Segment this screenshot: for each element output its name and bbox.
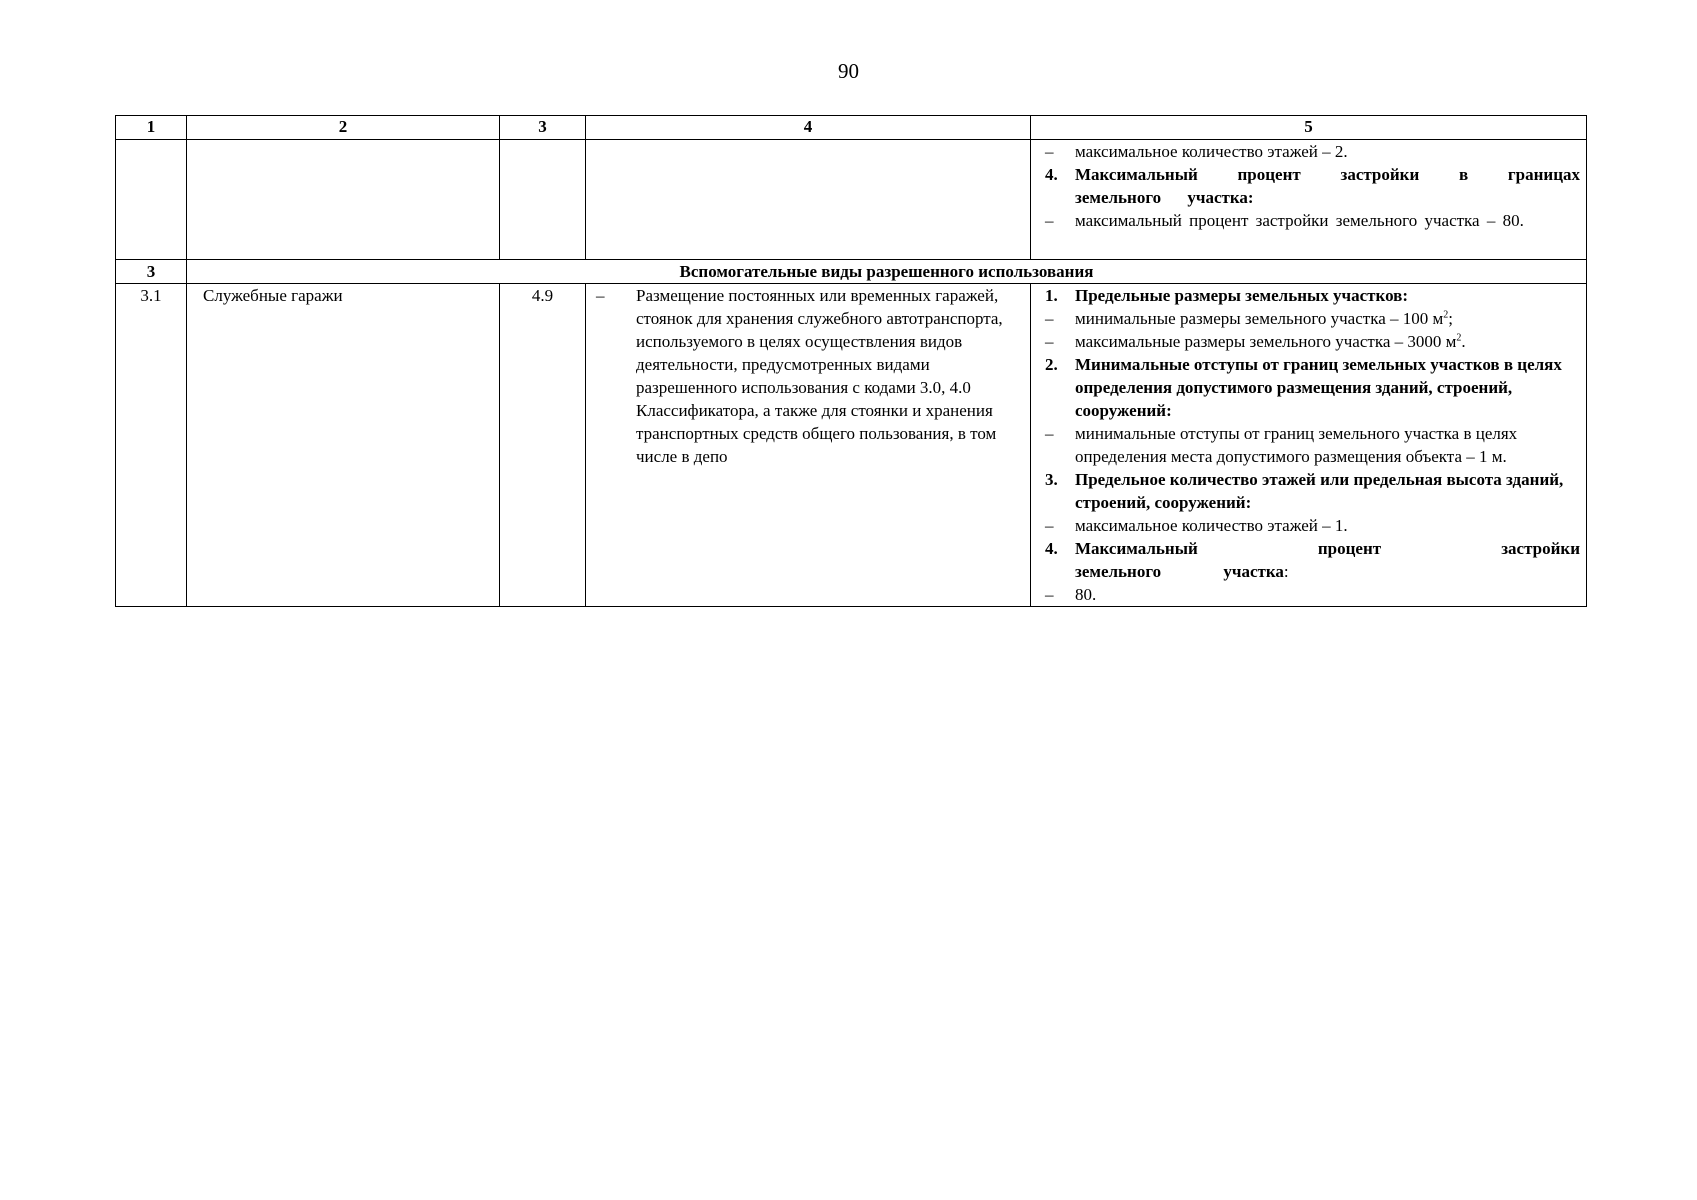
number-marker: 4.	[1045, 165, 1058, 184]
continuation-col-2	[187, 140, 500, 260]
table-row	[116, 284, 1587, 607]
number-marker: 2.	[1045, 355, 1058, 374]
row-name: Служебные гаражи	[187, 284, 500, 607]
row-parameters	[1031, 284, 1587, 607]
max-area-text: максимальные размеры земельного участка – 3000 м	[1075, 332, 1457, 351]
row-code: 3.1	[116, 284, 187, 607]
section-title: Вспомогательные виды разрешенного использования	[187, 260, 1587, 284]
list-item-text	[1075, 307, 1580, 330]
dash-marker: –	[1045, 585, 1054, 604]
continuation-row	[116, 140, 1587, 260]
number-marker: 1.	[1045, 286, 1058, 305]
header-row	[116, 116, 1587, 140]
list-item	[1045, 422, 1580, 468]
description-text: Размещение постоянных или временных гаражей, стоянок для хранения служебного автотранспорта, используемого в целях осуществления видов деятельности, предусмотренных видами разрешенного использования с кодами 3.0, 4.0 Классификатора, а также для стоянки и хранения транспортных средств общего пользования, в том числе в депо	[636, 286, 1003, 466]
row-classifier-code: 4.9	[500, 284, 586, 607]
punctuation: :	[1283, 562, 1289, 581]
dash-marker: –	[1045, 211, 1054, 230]
section-row	[116, 260, 1587, 284]
continuation-col-1	[116, 140, 187, 260]
list-item-heading	[1075, 537, 1580, 583]
header-col-4: 4	[586, 116, 1031, 140]
punctuation: ;	[1448, 309, 1453, 328]
list-item-heading: Предельное количество этажей или предельная высота зданий, строений, сооружений:	[1075, 470, 1564, 512]
dash-marker: –	[1045, 424, 1054, 443]
header-col-3: 3	[500, 116, 586, 140]
header-col-2: 2	[187, 116, 500, 140]
list-item	[1045, 209, 1580, 232]
number-marker: 3.	[1045, 470, 1058, 489]
list-item	[1045, 163, 1580, 209]
description-item	[592, 284, 1024, 468]
number-marker: 4.	[1045, 539, 1058, 558]
list-item-heading: Минимальные отступы от границ земельных участков в целях определения допустимого размещения зданий, строений, сооружений:	[1075, 355, 1562, 420]
list-item	[1045, 307, 1580, 330]
page-number: 90	[838, 59, 859, 83]
header-col-5: 5	[1031, 116, 1587, 140]
continuation-col-5	[1031, 140, 1587, 260]
list-item	[1045, 330, 1580, 353]
superscript: 2	[1456, 332, 1462, 344]
list-item	[1045, 140, 1580, 163]
heading-bold-text: Максимальный процент застройки земельного участка	[1075, 539, 1580, 581]
list-item	[1045, 583, 1580, 606]
list-item	[1045, 284, 1580, 307]
list-item-text	[1075, 330, 1580, 353]
list-item-heading: Максимальный процент застройки в границах земельного участка:	[1075, 165, 1580, 207]
section-number: 3	[116, 260, 187, 284]
dash-marker: –	[596, 286, 605, 305]
list-item	[1045, 537, 1580, 583]
land-use-table	[115, 115, 1587, 607]
superscript: 2	[1443, 309, 1449, 321]
continuation-col-4	[586, 140, 1031, 260]
list-item-text: максимальное количество этажей – 1.	[1075, 516, 1348, 535]
list-item-text: максимальное количество этажей – 2.	[1075, 142, 1348, 161]
list-item	[1045, 353, 1580, 422]
min-area-text: минимальные размеры земельного участка – 100 м	[1075, 309, 1444, 328]
list-item	[1045, 514, 1580, 537]
dash-marker: –	[1045, 332, 1054, 351]
row-description	[586, 284, 1031, 607]
dash-marker: –	[1045, 516, 1054, 535]
continuation-col-3	[500, 140, 586, 260]
list-item-text: минимальные отступы от границ земельного участка в целях определения места допустимого размещения объекта – 1 м.	[1075, 424, 1518, 466]
punctuation: .	[1461, 332, 1466, 351]
header-col-1: 1	[116, 116, 187, 140]
list-item	[1045, 468, 1580, 514]
list-item-text: 80.	[1075, 585, 1097, 604]
dash-marker: –	[1045, 309, 1054, 328]
dash-marker: –	[1045, 142, 1054, 161]
list-item-heading: Предельные размеры земельных участков:	[1075, 286, 1409, 305]
list-item-text: максимальный процент застройки земельного участка – 80.	[1075, 211, 1524, 230]
